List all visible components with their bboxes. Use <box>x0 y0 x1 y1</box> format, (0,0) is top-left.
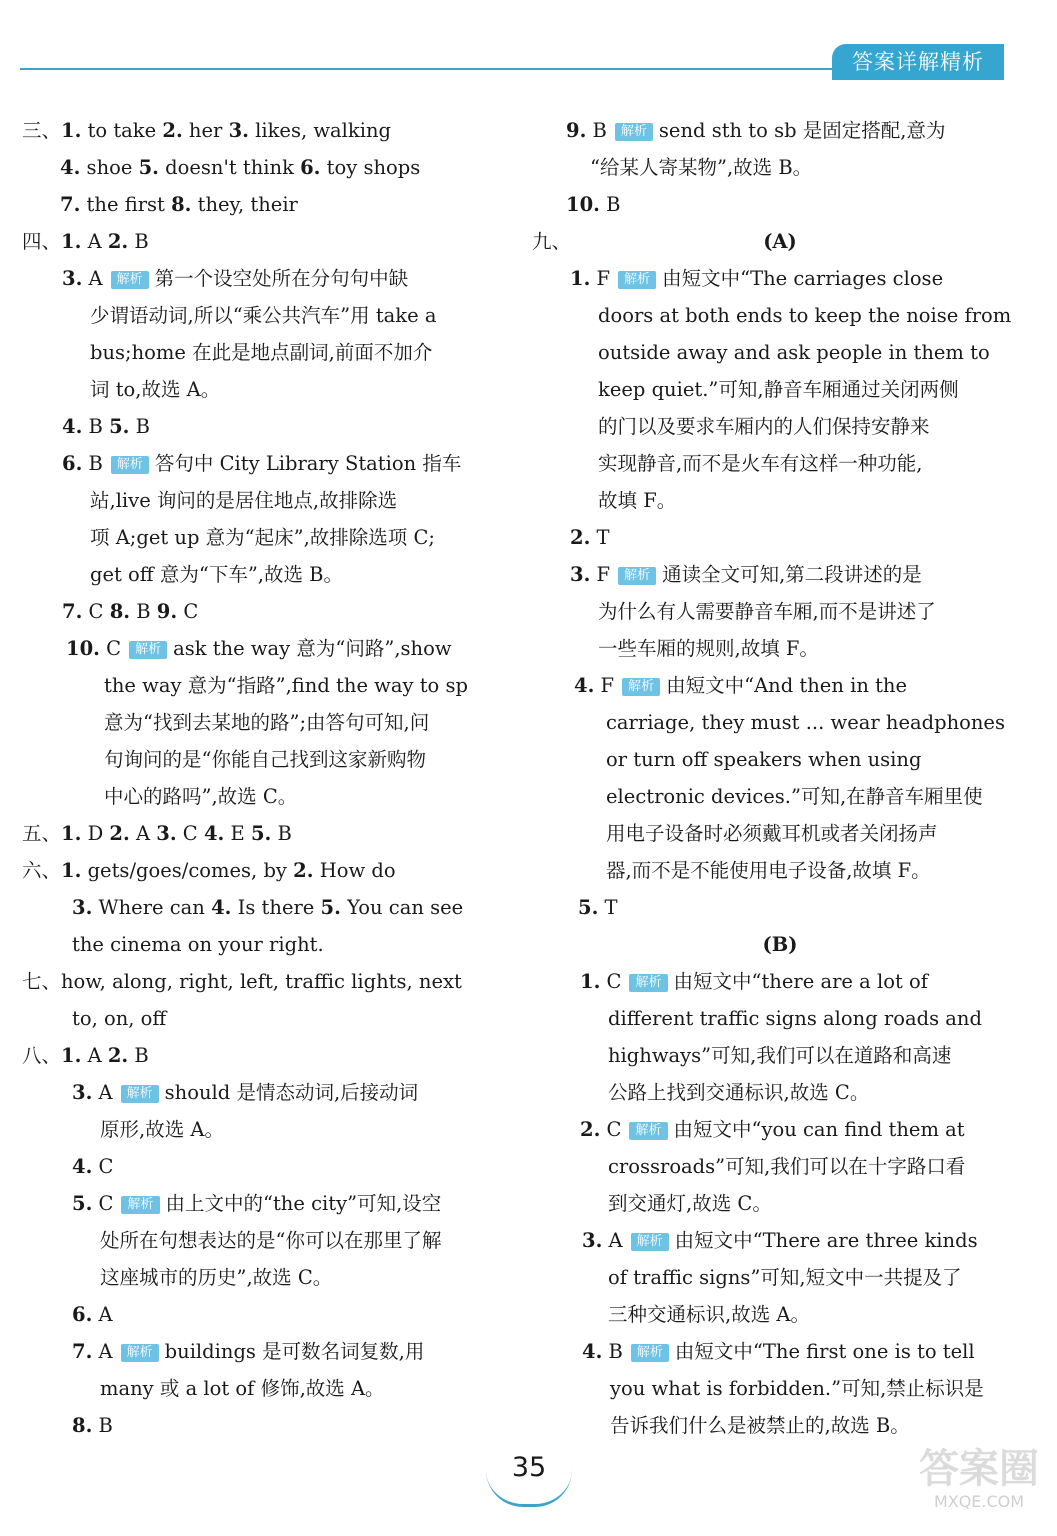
answer-text: B <box>130 600 157 623</box>
answer-text: 由短文中“there are a lot of <box>673 970 928 993</box>
answer-text: 的门以及要求车厢内的人们保持安静来 <box>598 415 930 438</box>
answer-text: A <box>81 1044 108 1067</box>
answer-text: get off 意为“下车”,故选 B。 <box>90 563 344 586</box>
answer-text: C <box>99 637 122 660</box>
answer-line <box>22 815 502 852</box>
answer-line <box>532 1185 1028 1222</box>
answer-text: B <box>128 230 149 253</box>
question-number: 7. <box>72 1340 93 1363</box>
answer-text: or turn off speakers when using <box>606 748 922 771</box>
question-number: 3. <box>72 896 93 919</box>
answer-text: 九、 <box>532 230 572 253</box>
left-column <box>22 112 502 1444</box>
answer-line <box>22 408 502 445</box>
question-number: 9. <box>566 119 587 142</box>
answer-line <box>22 1296 502 1333</box>
answer-line <box>532 334 1028 371</box>
question-number: 3. <box>72 1081 93 1104</box>
answer-text: 少谓语动词,所以“乘公共汽车”用 take a <box>90 304 437 327</box>
answer-text: different traffic signs along roads and <box>608 1007 982 1030</box>
analysis-badge: 解析 <box>111 271 149 289</box>
answer-text: Is there <box>231 896 321 919</box>
question-number: 5. <box>320 896 341 919</box>
answer-text: “给某人寄某物”,故选 B。 <box>590 156 813 179</box>
answer-text: 由短文中“And then in the <box>666 674 908 697</box>
answer-text: B <box>82 452 103 475</box>
question-number: 6. <box>72 1303 93 1326</box>
answer-text: A <box>81 230 108 253</box>
answer-line <box>532 1000 1028 1037</box>
answer-text: F <box>590 563 611 586</box>
question-number: 5. <box>72 1192 93 1215</box>
analysis-badge: 解析 <box>121 1196 159 1214</box>
answer-text: 项 A;get up 意为“起床”,故排除选项 C; <box>90 526 435 549</box>
question-number: 1. <box>61 119 82 142</box>
answer-line <box>532 260 1028 297</box>
question-number: 1. <box>61 1044 82 1067</box>
answer-line <box>532 1037 1028 1074</box>
question-number: 8. <box>171 193 192 216</box>
answer-text: bus;home 在此是地点副词,前面不加介 <box>90 341 433 364</box>
answer-line <box>22 630 502 667</box>
question-number: 5. <box>578 896 599 919</box>
answer-text: ask the way 意为“问路”,show <box>173 637 452 660</box>
answer-text: toy shops <box>320 156 421 179</box>
answer-text: buildings 是可数名词复数,用 <box>164 1340 425 1363</box>
analysis-badge: 解析 <box>631 1233 669 1251</box>
answer-line <box>22 741 502 778</box>
answer-text: C <box>92 1192 114 1215</box>
answer-line <box>532 482 1028 519</box>
answer-line <box>532 667 1028 704</box>
answer-text: B <box>271 822 292 845</box>
answer-text: 五、 <box>22 822 62 845</box>
answer-text: of traffic signs”可知,短文中一共提及了 <box>608 1266 962 1289</box>
answer-text: send sth to sb 是固定搭配,意为 <box>658 119 946 142</box>
question-number: 10. <box>66 637 100 660</box>
answer-line <box>532 1407 1028 1444</box>
answer-line <box>532 704 1028 741</box>
answer-text: 站,live 询问的是居住地点,故排除选 <box>90 489 398 512</box>
question-number: 7. <box>62 600 83 623</box>
answer-line <box>532 1259 1028 1296</box>
answer-line <box>532 926 1028 963</box>
answer-line <box>532 223 1028 260</box>
answer-text: likes, walking <box>248 119 392 142</box>
section-tab: 答案详解精析 <box>832 44 1004 80</box>
answer-text: her <box>182 119 229 142</box>
question-number: 6. <box>300 156 321 179</box>
answer-text: keep quiet.”可知,静音车厢通过关闭两侧 <box>598 378 959 401</box>
answer-text: crossroads”可知,我们可以在十字路口看 <box>608 1155 966 1178</box>
answer-line <box>22 445 502 482</box>
answer-text: shoe <box>80 156 139 179</box>
analysis-badge: 解析 <box>111 456 149 474</box>
question-number: 8. <box>72 1414 93 1437</box>
answer-text: 器,而不是不能使用电子设备,故填 F。 <box>606 859 931 882</box>
answer-line <box>22 1333 502 1370</box>
answer-line <box>22 1185 502 1222</box>
answer-line <box>22 371 502 408</box>
answer-line <box>532 519 1028 556</box>
answer-line <box>22 963 502 1000</box>
answer-text: 由短文中“There are three kinds <box>674 1229 978 1252</box>
answer-line <box>532 963 1028 1000</box>
answer-line <box>22 1037 502 1074</box>
answer-line <box>532 556 1028 593</box>
answer-line <box>22 149 502 186</box>
answer-text: B <box>602 1340 623 1363</box>
answer-text: 句询问的是“你能自己找到这家新购物 <box>104 748 426 771</box>
answer-text: the way 意为“指路”,find the way to sp <box>104 674 468 697</box>
question-number: 1. <box>61 859 82 882</box>
answer-text: A <box>602 1229 623 1252</box>
answer-line <box>22 926 502 963</box>
answer-text: C <box>600 970 622 993</box>
answer-text: 一些车厢的规则,故填 F。 <box>598 637 819 660</box>
answer-text: 告诉我们什么是被禁止的,故选 B。 <box>610 1414 910 1437</box>
answer-line <box>22 1074 502 1111</box>
answer-line <box>22 667 502 704</box>
question-number: 4. <box>60 156 81 179</box>
answer-text: B <box>599 193 621 216</box>
answer-line <box>532 1148 1028 1185</box>
answer-text: to, on, off <box>72 1007 167 1030</box>
watermark-small: MXQE.COM <box>933 1492 1025 1511</box>
answer-text: 七、how, along, right, left, traffic lights, next <box>22 970 462 993</box>
answer-text: Where can <box>92 896 212 919</box>
answer-text: 六、 <box>22 859 62 882</box>
answer-line <box>22 186 502 223</box>
question-number: 3. <box>156 822 177 845</box>
answer-text: 三、 <box>22 119 62 142</box>
answer-text: F <box>594 674 615 697</box>
question-number: 1. <box>61 822 82 845</box>
answer-text: carriage, they must ... wear headphones <box>606 711 1005 734</box>
question-number: 3. <box>570 563 591 586</box>
answer-line <box>22 482 502 519</box>
answer-text: B <box>586 119 607 142</box>
question-number: 4. <box>574 674 595 697</box>
answer-text: the cinema on your right. <box>72 933 324 956</box>
answer-text: the first <box>80 193 172 216</box>
answer-text: B <box>129 415 150 438</box>
question-number: 4. <box>211 896 232 919</box>
answer-line <box>22 852 502 889</box>
answer-line <box>532 1370 1028 1407</box>
question-number: 3. <box>62 267 83 290</box>
answer-line <box>532 889 1028 926</box>
answer-text: 用电子设备时必须戴耳机或者关闭扬声 <box>606 822 938 845</box>
question-number: 5. <box>138 156 159 179</box>
passage-label: (A) <box>763 230 797 253</box>
answer-line <box>22 556 502 593</box>
watermark-big: 答案圈 <box>919 1446 1039 1492</box>
header-rule <box>20 68 840 70</box>
answer-text: 通读全文可知,第二段讲述的是 <box>662 563 922 586</box>
question-number: 2. <box>107 230 129 253</box>
answer-line <box>532 149 1028 186</box>
answer-text: to take <box>81 119 163 142</box>
analysis-badge: 解析 <box>121 1085 159 1103</box>
answer-text: A <box>92 1303 113 1326</box>
answer-line <box>22 334 502 371</box>
answer-text: C <box>82 600 110 623</box>
answer-text: T <box>598 896 618 919</box>
answer-line <box>22 889 502 926</box>
answer-line <box>22 1259 502 1296</box>
answer-text: electronic devices.”可知,在静音车厢里使 <box>606 785 983 808</box>
answer-text: 三种交通标识,故选 A。 <box>608 1303 810 1326</box>
answer-text: 答句中 City Library Station 指车 <box>154 452 462 475</box>
answer-text: E <box>224 822 251 845</box>
analysis-badge: 解析 <box>631 1344 669 1362</box>
answer-text: 四、 <box>22 230 62 253</box>
answer-line <box>532 445 1028 482</box>
question-number: 5. <box>250 822 272 845</box>
question-number: 4. <box>203 822 225 845</box>
answer-text: many 或 a lot of 修饰,故选 A。 <box>100 1377 385 1400</box>
analysis-badge: 解析 <box>629 1122 667 1140</box>
question-number: 8. <box>109 600 131 623</box>
answer-text: 由上文中的“the city”可知,设空 <box>165 1192 442 1215</box>
answer-text: A <box>82 267 103 290</box>
answer-line <box>532 1296 1028 1333</box>
answer-line <box>532 371 1028 408</box>
answer-text: they, their <box>191 193 298 216</box>
answer-line <box>22 519 502 556</box>
watermark-logo <box>919 1446 1039 1526</box>
answer-line <box>532 297 1028 334</box>
question-number: 2. <box>293 859 314 882</box>
answer-text: 由短文中“The first one is to tell <box>674 1340 975 1363</box>
question-number: 4. <box>72 1155 93 1178</box>
answer-line <box>22 223 502 260</box>
answer-text: C <box>92 1155 114 1178</box>
analysis-badge: 解析 <box>618 567 656 585</box>
answer-text: 中心的路吗”,故选 C。 <box>104 785 298 808</box>
answer-line <box>532 630 1028 667</box>
answer-text: A <box>129 822 157 845</box>
answer-line <box>22 704 502 741</box>
answer-text: should 是情态动词,后接动词 <box>164 1081 419 1104</box>
answer-text: 故填 F。 <box>598 489 677 512</box>
answer-line <box>22 297 502 334</box>
answer-text: 由短文中“The carriages close <box>662 267 944 290</box>
answer-text: 实现静音,而不是火车有这样一种功能, <box>598 452 923 475</box>
answer-line <box>22 593 502 630</box>
question-number: 1. <box>61 230 82 253</box>
answer-line <box>532 408 1028 445</box>
analysis-badge: 解析 <box>129 641 167 659</box>
answer-line <box>532 186 1028 223</box>
answer-text: 为什么有人需要静音车厢,而不是讲述了 <box>598 600 936 623</box>
question-number: 7. <box>60 193 81 216</box>
question-number: 4. <box>62 415 83 438</box>
answer-line <box>532 815 1028 852</box>
page-number: 35 <box>511 1452 547 1483</box>
answer-text: B <box>128 1044 149 1067</box>
answer-line <box>22 260 502 297</box>
answer-text: 到交通灯,故选 C。 <box>608 1192 772 1215</box>
answer-text: doors at both ends to keep the noise from <box>598 304 1012 327</box>
answer-text: F <box>590 267 611 290</box>
answer-line <box>22 778 502 815</box>
answer-text: B <box>92 1414 113 1437</box>
question-number: 1. <box>570 267 591 290</box>
answer-text: 公路上找到交通标识,故选 C。 <box>608 1081 870 1104</box>
answer-line <box>532 1111 1028 1148</box>
answer-text: you what is forbidden.”可知,禁止标识是 <box>610 1377 984 1400</box>
answer-text: You can see <box>340 896 464 919</box>
answer-text: A <box>92 1081 113 1104</box>
answer-text: D <box>81 822 110 845</box>
answer-text: How do <box>313 859 396 882</box>
answer-line <box>22 1407 502 1444</box>
answer-text: A <box>92 1340 113 1363</box>
answer-text: C <box>177 600 199 623</box>
answer-line <box>22 112 502 149</box>
answer-text: B <box>82 415 110 438</box>
answer-text: 意为“找到去某地的路”;由答句可知,问 <box>104 711 430 734</box>
answer-text: 原形,故选 A。 <box>100 1118 224 1141</box>
answer-line <box>532 852 1028 889</box>
analysis-badge: 解析 <box>121 1344 159 1362</box>
answer-line <box>22 1111 502 1148</box>
analysis-badge: 解析 <box>622 678 660 696</box>
question-number: 4. <box>582 1340 603 1363</box>
answer-line <box>532 112 1028 149</box>
answer-line <box>532 1222 1028 1259</box>
answer-line <box>22 1370 502 1407</box>
question-number: 2. <box>107 1044 129 1067</box>
question-number: 2. <box>109 822 130 845</box>
answer-line <box>532 1333 1028 1370</box>
answer-text: 处所在句想表达的是“你可以在那里了解 <box>100 1229 442 1252</box>
analysis-badge: 解析 <box>618 271 656 289</box>
question-number: 1. <box>580 970 601 993</box>
answer-text: gets/goes/comes, by <box>81 859 294 882</box>
question-number: 3. <box>582 1229 603 1252</box>
question-number: 10. <box>566 193 600 216</box>
answer-text: 第一个设空处所在分句句中缺 <box>154 267 409 290</box>
answer-line <box>22 1222 502 1259</box>
question-number: 9. <box>156 600 178 623</box>
answer-text: doesn't think <box>158 156 301 179</box>
answer-text: 由短文中“you can find them at <box>673 1118 965 1141</box>
question-number: 3. <box>228 119 249 142</box>
answer-line <box>532 593 1028 630</box>
answer-text: 词 to,故选 A。 <box>90 378 221 401</box>
answer-text: T <box>590 526 610 549</box>
answer-text: C <box>600 1118 622 1141</box>
analysis-badge: 解析 <box>615 123 653 141</box>
answer-text: 八、 <box>22 1044 62 1067</box>
answer-line <box>532 1074 1028 1111</box>
analysis-badge: 解析 <box>629 974 667 992</box>
answer-line <box>22 1148 502 1185</box>
answer-text: C <box>176 822 204 845</box>
answer-text: highways”可知,我们可以在道路和高速 <box>608 1044 952 1067</box>
question-number: 2. <box>580 1118 601 1141</box>
answer-line <box>532 778 1028 815</box>
answer-line <box>22 1000 502 1037</box>
passage-label: (B) <box>762 933 798 956</box>
right-column <box>532 112 1028 1444</box>
answer-line <box>532 741 1028 778</box>
question-number: 2. <box>570 526 591 549</box>
question-number: 5. <box>109 415 130 438</box>
question-number: 2. <box>162 119 183 142</box>
question-number: 6. <box>62 452 83 475</box>
answer-text: 这座城市的历史”,故选 C。 <box>100 1266 333 1289</box>
answer-text: outside away and ask people in them to <box>598 341 990 364</box>
